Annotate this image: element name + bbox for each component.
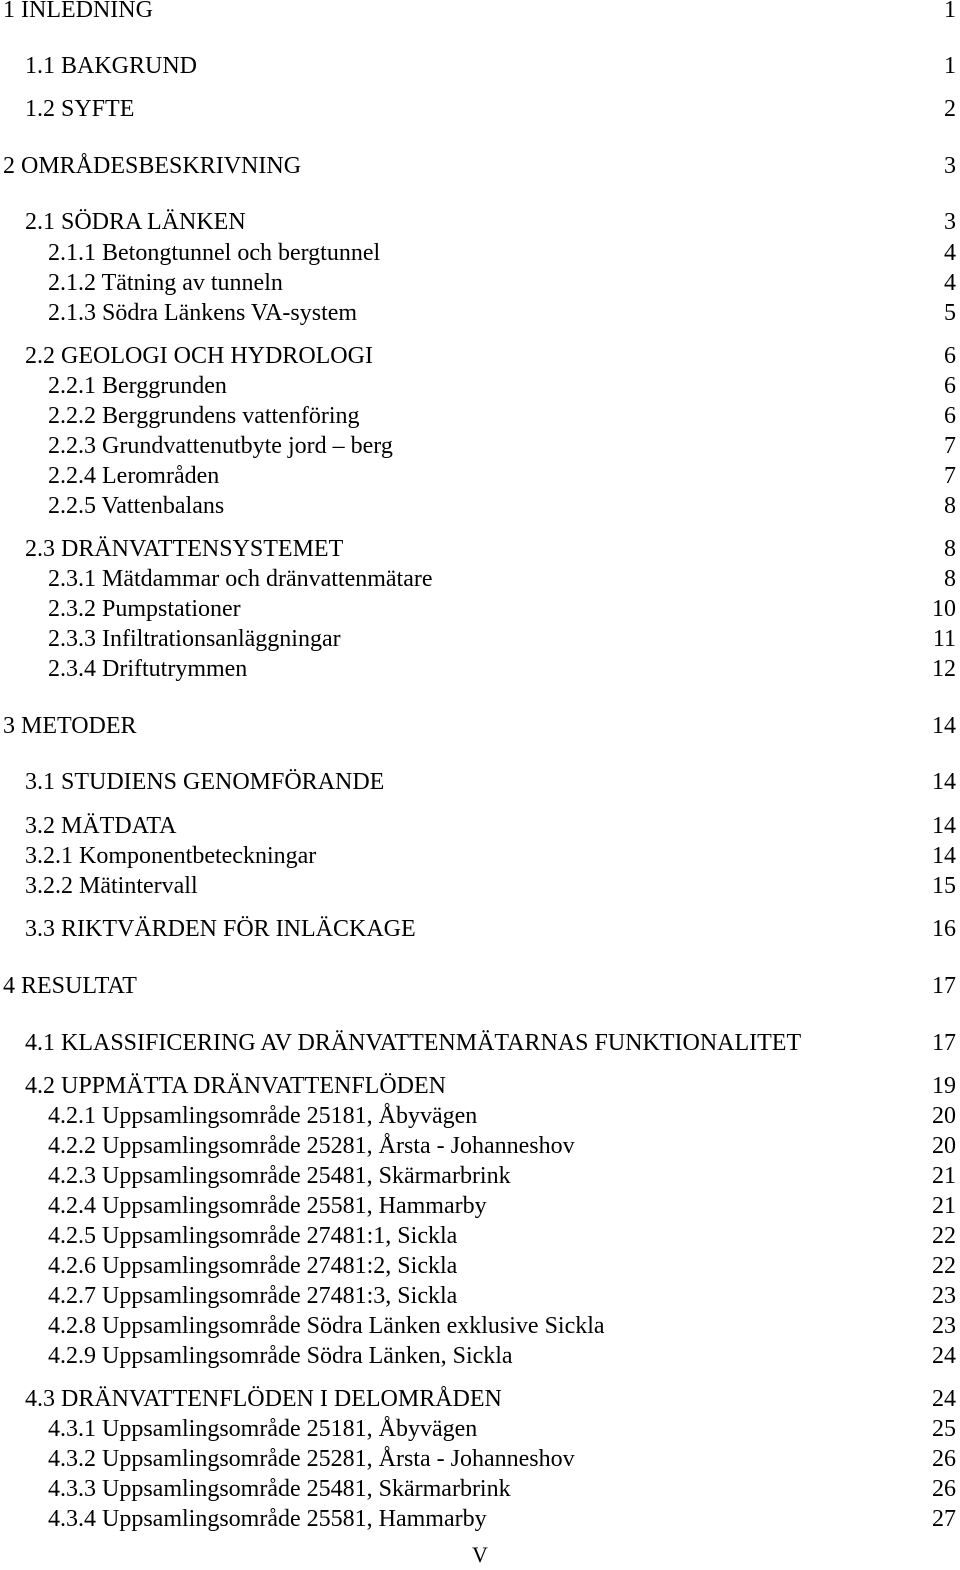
toc-entry-title: 4.2.9 Uppsamlingsområde Södra Länken, Sickla — [48, 1343, 513, 1369]
toc-entry-title: 2.3.3 Infiltrationsanläggningar — [48, 626, 341, 652]
toc-entry — [0, 150, 960, 182]
toc-entry-page: 1 — [944, 53, 956, 79]
toc-entry — [0, 1280, 960, 1312]
toc-entry-title: 4.2.7 Uppsamlingsområde 27481:3, Sickla — [48, 1283, 458, 1309]
toc-entry-page: 19 — [932, 1073, 956, 1099]
toc-entry-title: 2.1 SÖDRA LÄNKEN — [25, 209, 246, 235]
toc-entry-page: 26 — [932, 1476, 956, 1502]
toc-entry-page: 20 — [932, 1103, 956, 1129]
toc-entry-page: 3 — [944, 209, 956, 235]
toc-entry-page: 17 — [932, 973, 956, 999]
toc-entry-title: 4.3.3 Uppsamlingsområde 25481, Skärmarbrink — [48, 1476, 511, 1502]
toc-entry-page: 11 — [932, 626, 956, 652]
toc-entry-page: 15 — [932, 873, 956, 899]
toc-entry-page: 20 — [932, 1133, 956, 1159]
toc-entry-page: 22 — [932, 1253, 956, 1279]
toc-entry — [0, 50, 960, 82]
toc-entry-title: 2.2.2 Berggrundens vattenföring — [48, 403, 360, 429]
toc-entry-title: 4 RESULTAT — [3, 973, 137, 999]
toc-entry-title: 4.2.3 Uppsamlingsområde 25481, Skärmarbrink — [48, 1163, 511, 1189]
toc-entry — [0, 93, 960, 125]
toc-entry-title: 2.2.1 Berggrunden — [48, 373, 227, 399]
toc-entry-page: 8 — [944, 536, 956, 562]
toc-entry — [0, 1190, 960, 1222]
toc-entry — [0, 710, 960, 742]
toc-entry — [0, 563, 960, 595]
toc-entry-title: 2.2 GEOLOGI OCH HYDROLOGI — [25, 343, 373, 369]
toc-entry-title: 4.3.1 Uppsamlingsområde 25181, Åbyvägen — [48, 1416, 478, 1442]
toc-entry — [0, 237, 960, 269]
toc-entry-page: 10 — [932, 596, 956, 622]
toc-entry-page: 1 — [944, 0, 956, 23]
toc-entry — [0, 400, 960, 432]
toc-entry-page: 7 — [944, 433, 956, 459]
toc-entry-title: 3 METODER — [3, 713, 137, 739]
toc-entry-page: 23 — [932, 1283, 956, 1309]
toc-entry — [0, 0, 960, 26]
toc-entry — [0, 1160, 960, 1192]
toc-entry-page: 22 — [932, 1223, 956, 1249]
toc-entry-page: 24 — [932, 1386, 956, 1412]
toc-entry-page: 5 — [944, 300, 956, 326]
toc-entry — [0, 623, 960, 655]
toc-entry-page: 14 — [932, 713, 956, 739]
toc-entry-title: 2.3.4 Driftutrymmen — [48, 656, 248, 682]
toc-entry-page: 17 — [932, 1030, 956, 1056]
toc-entry-page: 8 — [944, 566, 956, 592]
toc-entry-title: 4.2.2 Uppsamlingsområde 25281, Årsta - Johanneshov — [48, 1133, 575, 1159]
toc-entry-title: 3.3 RIKTVÄRDEN FÖR INLÄCKAGE — [25, 916, 416, 942]
toc-entry-title: 2 OMRÅDESBESKRIVNING — [3, 153, 302, 179]
toc-entry — [0, 1100, 960, 1132]
toc-entry-title: 2.3.2 Pumpstationer — [48, 596, 241, 622]
toc-entry-title: 2.2.5 Vattenbalans — [48, 493, 225, 519]
toc-entry — [0, 297, 960, 329]
toc-entry-title: 3.2 MÄTDATA — [25, 813, 177, 839]
toc-entry-page: 4 — [944, 240, 956, 266]
toc-entry — [0, 1220, 960, 1252]
toc-entry-page: 16 — [932, 916, 956, 942]
toc-entry-page: 24 — [932, 1343, 956, 1369]
toc-entry — [0, 1383, 960, 1415]
toc-entry-title: 3.2.1 Komponentbeteckningar — [25, 843, 317, 869]
toc-entry-title: 3.1 STUDIENS GENOMFÖRANDE — [25, 769, 385, 795]
toc-entry-title: 2.3.1 Mätdammar och dränvattenmätare — [48, 566, 433, 592]
toc-entry — [0, 430, 960, 462]
toc-entry-page: 14 — [932, 843, 956, 869]
toc-entry — [0, 1413, 960, 1445]
toc-entry — [0, 653, 960, 685]
toc-entry — [0, 913, 960, 945]
toc-entry — [0, 840, 960, 872]
toc-entry — [0, 1027, 960, 1059]
toc-entry — [0, 593, 960, 625]
toc-entry — [0, 1340, 960, 1372]
toc-entry-page: 21 — [932, 1193, 956, 1219]
toc-entry — [0, 490, 960, 522]
toc-entry-title: 2.1.1 Betongtunnel och bergtunnel — [48, 240, 381, 266]
toc-entry-page: 2 — [944, 96, 956, 122]
toc-entry-page: 25 — [932, 1416, 956, 1442]
toc-entry — [0, 460, 960, 492]
toc-entry-page: 6 — [944, 373, 956, 399]
toc-entry-page: 8 — [944, 493, 956, 519]
toc-entry — [0, 267, 960, 299]
toc-entry-title: 4.3.2 Uppsamlingsområde 25281, Årsta - Johanneshov — [48, 1446, 575, 1472]
toc-entry — [0, 1473, 960, 1505]
toc-entry-page: 21 — [932, 1163, 956, 1189]
toc-entry-page: 3 — [944, 153, 956, 179]
toc-entry-title: 4.2.5 Uppsamlingsområde 27481:1, Sickla — [48, 1223, 458, 1249]
toc-entry-title: 4.3 DRÄNVATTENFLÖDEN I DELOMRÅDEN — [25, 1386, 502, 1412]
toc-entry-title: 4.2.6 Uppsamlingsområde 27481:2, Sickla — [48, 1253, 458, 1279]
toc-entry — [0, 1250, 960, 1282]
toc-entry-title: 4.2.4 Uppsamlingsområde 25581, Hammarby — [48, 1193, 487, 1219]
toc-entry-page: 6 — [944, 343, 956, 369]
toc-entry-page: 6 — [944, 403, 956, 429]
toc-entry-page: 26 — [932, 1446, 956, 1472]
toc-entry-title: 2.1.2 Tätning av tunneln — [48, 270, 283, 296]
toc-entry — [0, 370, 960, 402]
toc-entry-page: 14 — [932, 769, 956, 795]
toc-entry-page: 27 — [932, 1506, 956, 1532]
page-number: V — [472, 1542, 488, 1567]
toc-entry — [0, 810, 960, 842]
toc-entry-page: 7 — [944, 463, 956, 489]
toc-entry — [0, 340, 960, 372]
toc-entry-title: 4.2 UPPMÄTTA DRÄNVATTENFLÖDEN — [25, 1073, 446, 1099]
toc-entry — [0, 870, 960, 902]
toc-entry-title: 1.2 SYFTE — [25, 96, 135, 122]
toc-entry-page: 4 — [944, 270, 956, 296]
toc-entry-title: 2.3 DRÄNVATTENSYSTEMET — [25, 536, 344, 562]
toc-entry-title: 2.2.4 Lerområden — [48, 463, 220, 489]
toc-entry — [0, 206, 960, 238]
toc-entry — [0, 970, 960, 1002]
toc-entry — [0, 1503, 960, 1535]
toc-entry-page: 14 — [932, 813, 956, 839]
toc-entry — [0, 1443, 960, 1475]
toc-entry-title: 4.3.4 Uppsamlingsområde 25581, Hammarby — [48, 1506, 487, 1532]
toc-entry-title: 4.1 KLASSIFICERING AV DRÄNVATTENMÄTARNAS FUNKTIONALITET — [25, 1030, 802, 1056]
toc-entry-page: 12 — [932, 656, 956, 682]
toc-entry-title: 1 INLEDNING — [3, 0, 153, 23]
toc-entry — [0, 1130, 960, 1162]
toc-entry — [0, 766, 960, 798]
toc-entry — [0, 533, 960, 565]
toc-entry-title: 2.1.3 Södra Länkens VA-system — [48, 300, 358, 326]
toc-entry — [0, 1310, 960, 1342]
toc-entry-page: 23 — [932, 1313, 956, 1339]
toc-entry-title: 1.1 BAKGRUND — [25, 53, 198, 79]
toc-entry-title: 2.2.3 Grundvattenutbyte jord – berg — [48, 433, 393, 459]
toc-entry-title: 4.2.8 Uppsamlingsområde Södra Länken exklusive Sickla — [48, 1313, 605, 1339]
toc-entry-title: 4.2.1 Uppsamlingsområde 25181, Åbyvägen — [48, 1103, 478, 1129]
toc-entry — [0, 1070, 960, 1102]
toc-entry-title: 3.2.2 Mätintervall — [25, 873, 198, 899]
